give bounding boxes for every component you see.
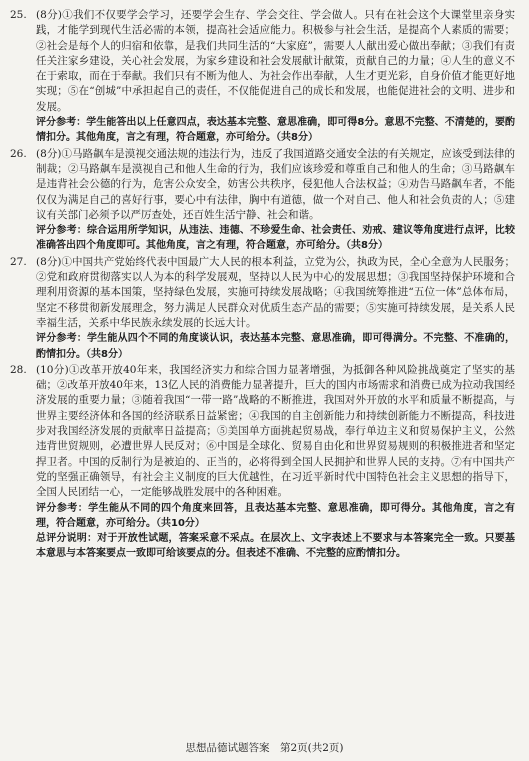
question-number: 26. xyxy=(10,147,27,160)
question-27 xyxy=(10,255,515,362)
page-footer: 思想品德试题答案 第2页(共2页) xyxy=(185,742,344,754)
question-answer: (8分)①我们不仅要学会学习，还要学会生存、学会交往、学会做人。只有在社会这个大课堂里亲身实践，才能学到现代生活必需的本领，提高社会适应能力。积极参与社会生活，是提高个人素质的需要；②社会是每个人的归宿和依靠，是我们共同生活的“大家庭”，需要人人献出爱心做出奉献；③我们有责任关注家乡建设，关心社会发展，为家乡建设和社会发展献计献策，贡献自己的力量；④人生的意义不在于索取，而在于奉献。我们只有不断为他人、为社会作出奉献，人生才更光彩，自身价值才能更好地实现；⑤在“创城”中承担起自己的责任，不仅能促进自己的成长和发展，也能促进社会的文明、进步和发展。 xyxy=(36,9,515,113)
scoring-reference: 评分参考：学生能从不同的四个角度来回答，且表达基本完整、意思准确，即可得分。其他角度，言之有理，符合题意，亦可给分。（共10分） xyxy=(36,502,515,529)
general-scoring-note: 总评分说明：对于开放性试题，答案采意不采点。在层次上、文字表述上不要求与本答案完全一致。只要基本意思与本答案要点一致即可给该要点的分。但表述不准确、不完整的应酌情扣分。 xyxy=(36,533,515,560)
question-answer: (8分)①马路飙车是漠视交通法规的违法行为，违反了我国道路交通安全法的有关规定，应该受到法律的制裁；②马路飙车是漠视自己和他人生命的行为，我们应该珍爱和尊重自己和他人的生命；③马路飙车是违背社会公德的行为，危害公众安全，妨害公共秩序，侵犯他人合法权益；④劝告马路飙车者，不能仅仅为满足自己的喜好行事，要心中有法律，胸中有道德，做一个对自己、他人和社会负责的人；⑤建议有关部门必须予以严厉查处，还百姓生活宁静、社会和谐。 xyxy=(36,147,515,221)
scoring-reference: 评分参考：综合运用所学知识，从违法、违德、不珍爱生命、社会责任、劝戒、建议等角度进行点评，比较准确答出四个角度即可。其他角度，言之有理，符合题意，亦可给分。（共8分） xyxy=(36,225,515,252)
question-number: 25. xyxy=(10,9,27,21)
question-answer: (8分)①中国共产党始终代表中国最广大人民的根本利益，立党为公，执政为民，全心全意为人民服务；②党和政府贯彻落实以人为本的科学发展观，坚持以人民为中心的发展思想；③我国坚持保护环境和合理利用资源的基本国策，坚持绿色发展，实施可持续发展战略；④我国统筹推进“五位一体”总体布局，坚定不移贯彻新发展理念，努力满足人民群众对优质生态产品的需要；⑤实施可持续发展，是关系人民幸福生活，关系中华民族永续发展的长远大计。 xyxy=(36,255,515,329)
scoring-reference: 评分参考：学生能从四个不同的角度谈认识，表达基本完整、意思准确，即可得满分。不完整、不准确的，酌情扣分。（共8分） xyxy=(36,333,515,360)
question-number: 27. xyxy=(10,255,27,268)
question-26 xyxy=(10,147,515,254)
scoring-reference: 评分参考：学生能答出以上任意四点，表达基本完整、意思准确，即可得8分。意思不完整、不清楚的，要酌情扣分。其他角度，言之有理，符合题意，亦可给分。（共8分） xyxy=(36,117,515,144)
question-28 xyxy=(10,363,515,531)
question-answer: (10分)①改革开放40年来，我国经济实力和综合国力显著增强，为抵御各种风险挑战奠定了坚实的基础；②改革开放40年来，13亿人民的消费能力显著提升，巨大的国内市场需求和消费已成为拉动我国经济发展的重要力量；③随着我国“一带一路”战略的不断推进，我国对外开放的水平和质量不断提高，与世界主要经济体和各国的经济联系日益紧密；④我国的自主创新能力和持续创新能力不断提高，科技进步对我国经济发展的贡献率日益提高；⑤美国单方面挑起贸易战，奉行单边主义和贸易保护主义，公然违背世贸规则，必遭世界人民反对；⑥中国是全球化、贸易自由化和世界贸易规则的积极推进者和坚定捍卫者。中国的反制行为是被迫的、正当的，必将得到全国人民拥护和世界人民的支持。⑦有中国共产党的坚强正确领导，有社会主义制度的巨大优越性，在习近平新时代中国特色社会主义思想的指导下，全国人民团结一心，一定能够战胜发展中的各种困难。 xyxy=(36,363,515,499)
question-number: 28. xyxy=(10,363,27,376)
question-25 xyxy=(10,8,515,146)
